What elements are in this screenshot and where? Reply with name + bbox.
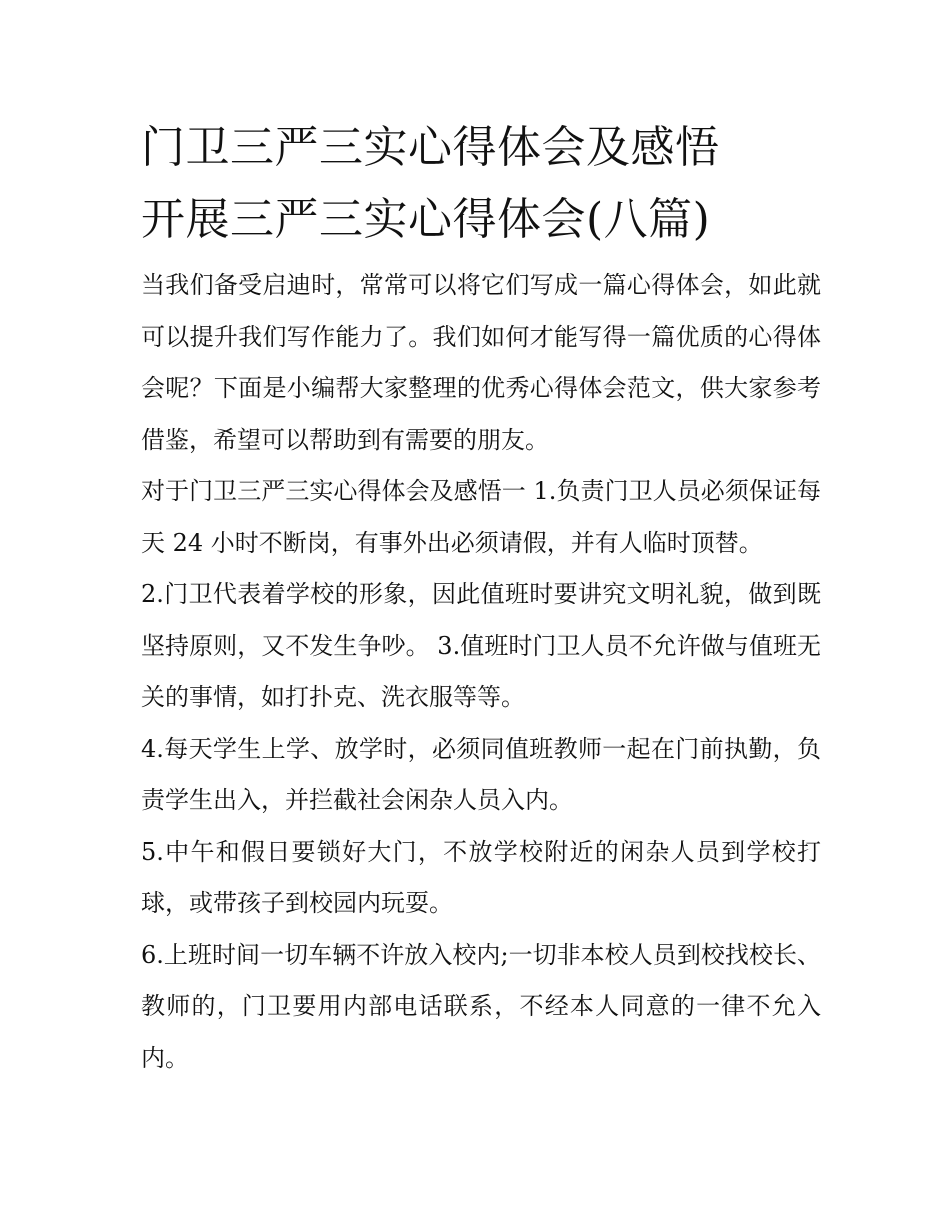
paragraph-item-5: 5.中午和假日要锁好大门，不放学校附近的闲杂人员到学校打球，或带孩子到校园内玩耍。 bbox=[141, 837, 821, 917]
paragraph-item-6: 6.上班时间一切车辆不许放入校内;一切非本校人员到校找校长、教师的，门卫要用内部电话联系，不经本人同意的一律不允入内。 bbox=[141, 940, 821, 1072]
paragraph-item-4: 4.每天学生上学、放学时，必须同值班教师一起在门前执勤，负责学生出入，并拦截社会闲杂人员入内。 bbox=[141, 734, 821, 814]
title-line-1: 门卫三严三实心得体会及感悟 bbox=[141, 122, 720, 173]
paragraph-item-1: 对于门卫三严三实心得体会及感悟一 1.负责门卫人员必须保证每天 24 小时不断岗，有事外出必须请假，并有人临时顶替。 bbox=[141, 477, 821, 557]
intro-paragraph: 当我们备受启迪时，常常可以将它们写成一篇心得体会，如此就可以提升我们写作能力了。我们如何才能写得一篇优质的心得体会呢？下面是小编帮大家整理的优秀心得体会范文，供大家参考借鉴，希望可以帮助到有需要的朋友。 bbox=[141, 271, 821, 454]
document-title bbox=[141, 112, 821, 256]
title-line-2: 开展三严三实心得体会(八篇) bbox=[141, 194, 711, 245]
paragraph-item-2-3: 2.门卫代表着学校的形象，因此值班时要讲究文明礼貌，做到既坚持原则，又不发生争吵。 3.值班时门卫人员不允许做与值班无关的事情，如打扑克、洗衣服等等。 bbox=[141, 580, 821, 711]
document-page bbox=[141, 112, 821, 1084]
